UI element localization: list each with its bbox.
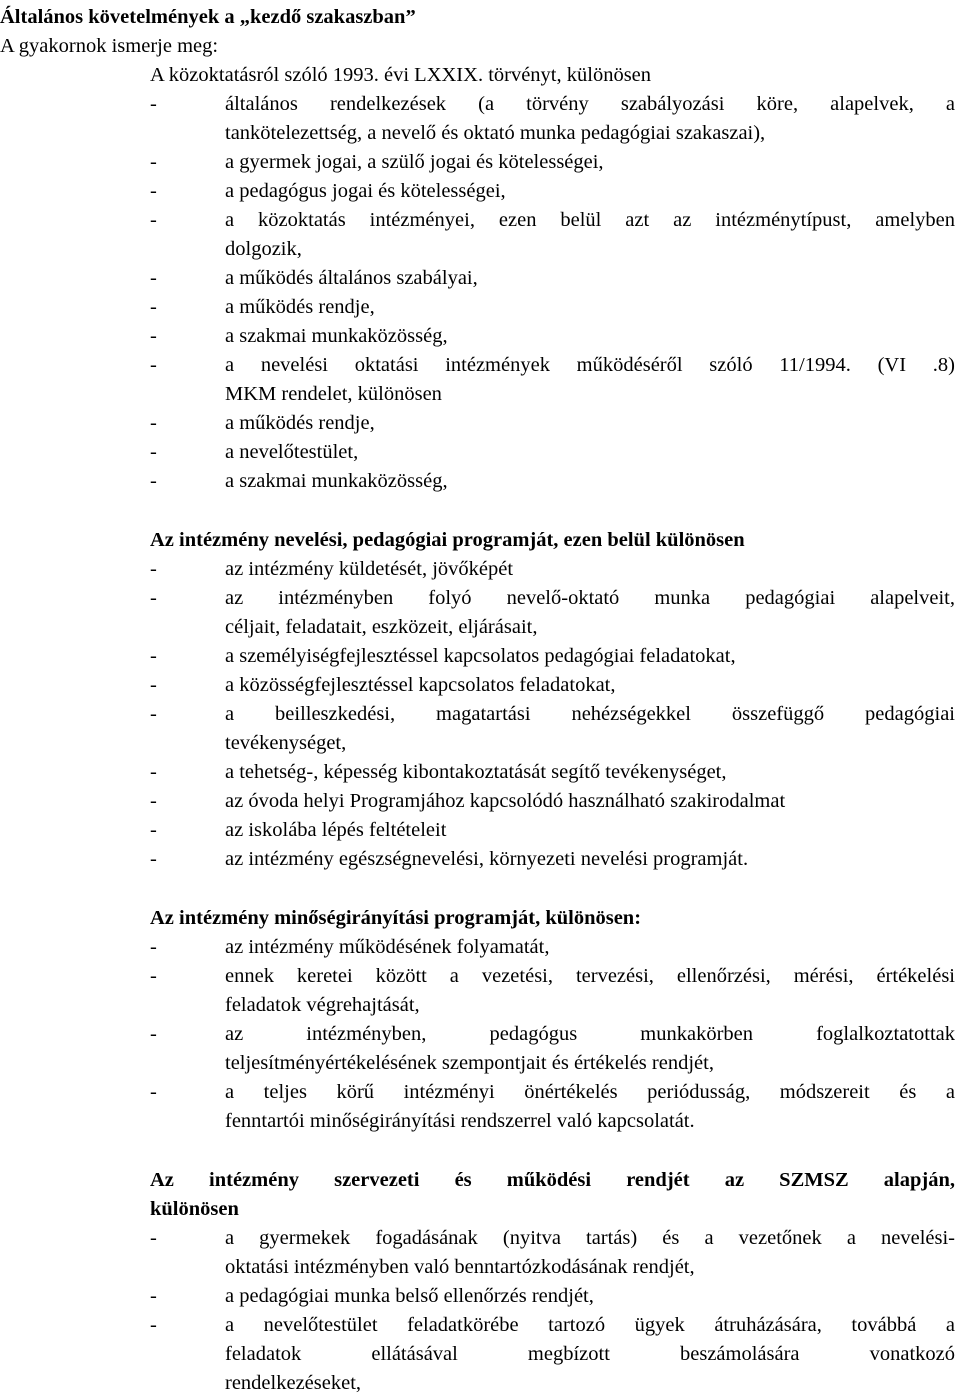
list-dash: - — [150, 819, 157, 841]
list-item: általános rendelkezések (a törvény szabályozási köre, alapelvek, a — [225, 93, 955, 115]
list-dash: - — [150, 790, 157, 812]
list-item-continuation: oktatási intézményben való benntartózkodásának rendjét, — [225, 1256, 695, 1278]
quality-heading: Az intézmény minőségirányítási programját, különösen: — [150, 907, 642, 929]
list-item: a működés általános szabályai, — [225, 267, 478, 289]
list-dash: - — [150, 1285, 157, 1307]
list-item: az intézmény működésének folyamatát, — [225, 936, 550, 958]
list-dash: - — [150, 354, 157, 376]
list-item: az intézmény küldetését, jövőképét — [225, 558, 514, 580]
list-item-continuation: MKM rendelet, különösen — [225, 383, 442, 405]
list-dash: - — [150, 412, 157, 434]
list-item: a működés rendje, — [225, 412, 375, 434]
list-item: a teljes körű intézményi önértékelés periódusság, módszereit és a — [225, 1081, 955, 1103]
list-dash: - — [150, 1081, 157, 1103]
list-item: az iskolába lépés feltételeit — [225, 819, 447, 841]
law-title: A közoktatásról szóló 1993. évi LXXIX. törvényt, különösen — [150, 64, 652, 86]
list-item: a gyermekek fogadásának (nyitva tartás) és a vezetőnek a nevelési- — [225, 1227, 955, 1249]
list-dash: - — [150, 151, 157, 173]
list-dash: - — [150, 1023, 157, 1045]
list-item: az intézmény egészségnevelési, környezeti nevelési programját. — [225, 848, 749, 870]
intro-text: A gyakornok ismerje meg: — [0, 35, 219, 57]
list-dash: - — [150, 441, 157, 463]
szmsz-heading-continuation: különösen — [150, 1198, 239, 1220]
list-item: a beilleszkedési, magatartási nehézségekkel összefüggő pedagógiai — [225, 703, 955, 725]
list-dash: - — [150, 1227, 157, 1249]
list-dash: - — [150, 209, 157, 231]
list-item-continuation: feladatok végrehajtását, — [225, 994, 420, 1016]
list-dash: - — [150, 703, 157, 725]
list-dash: - — [150, 1314, 157, 1336]
list-item: a nevelési oktatási intézmények működéséről szóló 11/1994. (VI .8) — [225, 354, 955, 376]
list-item-continuation: tankötelezettség, a nevelő és oktató munka pedagógiai szakaszai), — [225, 122, 766, 144]
list-item: a nevelőtestület, — [225, 441, 359, 463]
list-item-continuation: fenntartói minőségirányítási rendszerrel való kapcsolatát. — [225, 1110, 695, 1132]
list-dash: - — [150, 325, 157, 347]
list-item-continuation: dolgozik, — [225, 238, 302, 260]
list-dash: - — [150, 93, 157, 115]
list-item: a nevelőtestület feladatkörébe tartozó ügyek átruházására, továbbá a — [225, 1314, 955, 1336]
document-title: Általános követelmények a „kezdő szakaszban” — [0, 6, 416, 28]
program-heading: Az intézmény nevelési, pedagógiai programját, ezen belül különösen — [150, 529, 745, 551]
list-item-continuation: teljesítményértékelésének szempontjait és értékelés rendjét, — [225, 1052, 714, 1074]
list-item: az óvoda helyi Programjához kapcsolódó használható szakirodalmat — [225, 790, 786, 812]
list-dash: - — [150, 848, 157, 870]
list-item: a működés rendje, — [225, 296, 375, 318]
list-dash: - — [150, 267, 157, 289]
list-dash: - — [150, 296, 157, 318]
list-item-continuation: rendelkezéseket, — [225, 1372, 362, 1394]
list-dash: - — [150, 761, 157, 783]
list-dash: - — [150, 587, 157, 609]
list-item: a szakmai munkaközösség, — [225, 325, 448, 347]
list-dash: - — [150, 645, 157, 667]
list-item: a pedagógiai munka belső ellenőrzés rendjét, — [225, 1285, 594, 1307]
list-dash: - — [150, 180, 157, 202]
list-item: ennek keretei között a vezetési, tervezési, ellenőrzési, mérési, értékelési — [225, 965, 955, 987]
list-item: a személyiségfejlesztéssel kapcsolatos pedagógiai feladatokat, — [225, 645, 736, 667]
szmsz-heading: Az intézmény szervezeti és működési rendjét az SZMSZ alapján, — [150, 1169, 955, 1191]
list-item-continuation: tevékenységet, — [225, 732, 347, 754]
list-dash: - — [150, 674, 157, 696]
list-item-continuation: céljait, feladatait, eszközeit, eljárásait, — [225, 616, 538, 638]
list-item-continuation: feladatok ellátásával megbízott beszámolására vonatkozó — [225, 1343, 955, 1365]
list-item: az intézményben, pedagógus munkakörben foglalkoztatottak — [225, 1023, 955, 1045]
list-dash: - — [150, 558, 157, 580]
list-item: a közoktatás intézményei, ezen belül azt az intézménytípust, amelyben — [225, 209, 955, 231]
list-item: a pedagógus jogai és kötelességei, — [225, 180, 506, 202]
list-dash: - — [150, 936, 157, 958]
list-item: a gyermek jogai, a szülő jogai és kötelességei, — [225, 151, 604, 173]
list-dash: - — [150, 965, 157, 987]
list-item: a tehetség-, képesség kibontakoztatását segítő tevékenységet, — [225, 761, 727, 783]
list-dash: - — [150, 470, 157, 492]
list-item: az intézményben folyó nevelő-oktató munka pedagógiai alapelveit, — [225, 587, 955, 609]
list-item: a közösségfejlesztéssel kapcsolatos feladatokat, — [225, 674, 616, 696]
list-item: a szakmai munkaközösség, — [225, 470, 448, 492]
